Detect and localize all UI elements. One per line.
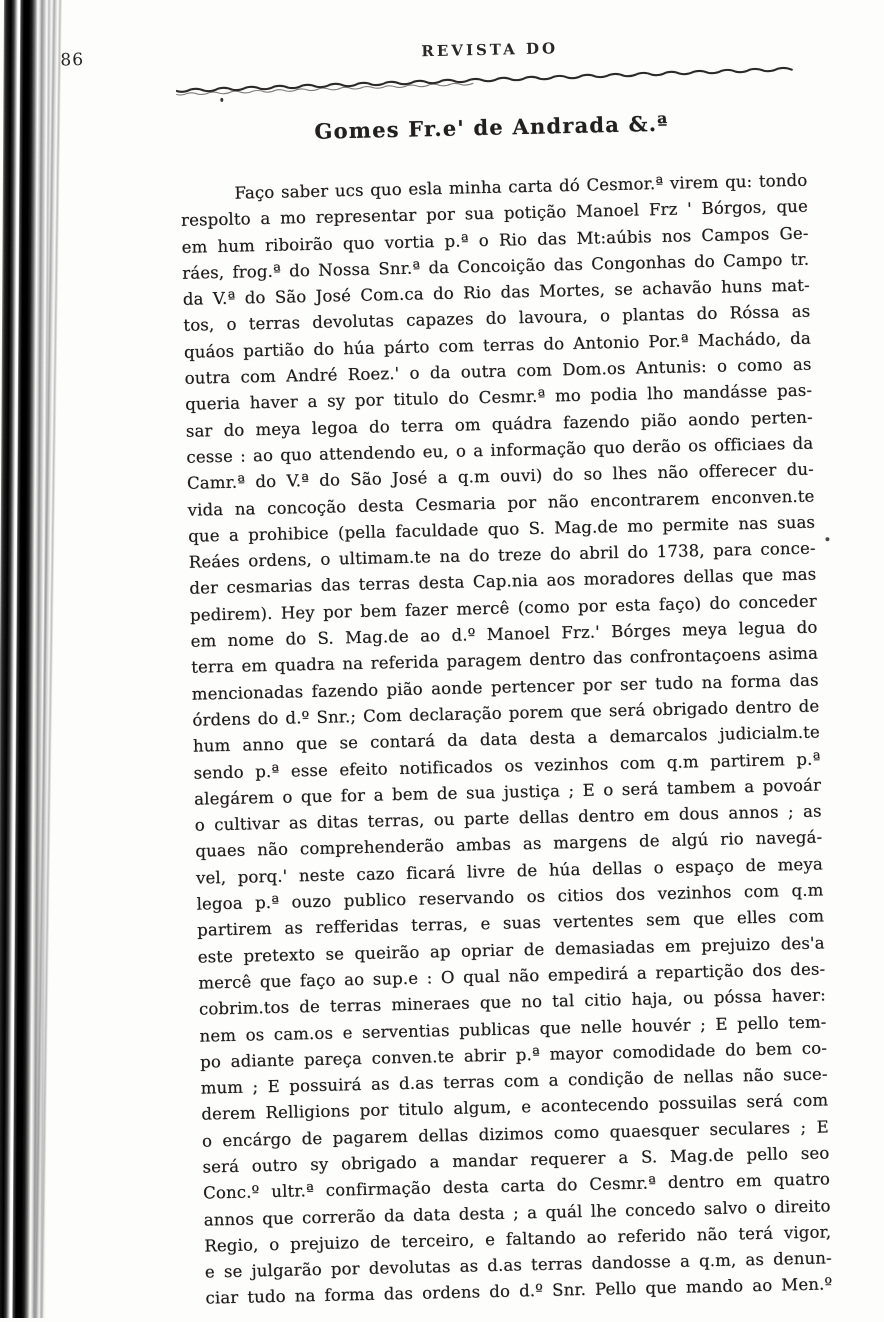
body-text-line: ráes, frog.ª do Nossa Snr.ª da Concoição das Congonhas do Campo tr.	[182, 249, 810, 283]
body-text-line: em hum riboirão quo vortia p.ª o Rio das Mt:aúbis nos Campos Ge-	[181, 223, 809, 257]
body-text-line: der cesmarias das terras desta Cap.nia aos moradores dellas que mas	[189, 564, 817, 599]
body-text-line: ciar tudo na forma das ordens do d.º Snr. Pello que mando ao Men.º	[205, 1274, 833, 1308]
body-text-line: mercê que faço ao sup.e : O qual não empedirá a repartição dos des-	[198, 959, 826, 993]
running-header: REVISTA DO	[421, 39, 559, 61]
body-text-line: o encárgo de pagarem dellas dizimos como quaesquer seculares ; E	[201, 1117, 829, 1151]
body-text-line: mencionadas fazendo pião aonde pertencer por ser tudo na forma das	[191, 670, 819, 704]
body-text-line: será outro sy obrigado a mandar requerer a S. Mag.de pello seo	[202, 1143, 830, 1177]
body-text-line: sar do meya legoa do terra om quádra fazendo pião aondo perten-	[185, 407, 813, 441]
body-text-line: da V.ª do São José Com.ca do Rio das Mortes, se achavão huns mat-	[182, 275, 810, 309]
body-text-line: mum ; E possuirá as d.as terras com a condição de nellas não suce-	[200, 1064, 828, 1098]
body-text-line: quaes não comprehenderão ambas as margens de algú rio navegá-	[195, 827, 823, 862]
body-text-line: tos, o terras devolutas capazes do lavoura, o plantas do Róssa as	[183, 302, 811, 336]
body-text-line: respolto a mo representar por sua potição Manoel Frz ' Bórgos, que	[180, 196, 809, 231]
ink-speck	[220, 98, 223, 102]
body-text-line: cesse : ao quo attendendo eu, o a informação quo derão os officiaes da	[186, 433, 814, 467]
body-text-line: terra em quadra na referida paragem dentro das confrontaçoens asima	[190, 643, 819, 678]
body-text-line: hum anno que se contará da data desta a demarcalos judicialm.te	[192, 722, 821, 756]
body-text-line: Regio, o prejuizo de terceiro, e faltando ao referido não terá vigor,	[204, 1222, 832, 1256]
ink-speck	[825, 537, 829, 541]
body-text-line: que a prohibice (pella faculdade quo S. Mag.de mo permite nas suas	[187, 512, 816, 546]
body-text-line: legoa p.ª ouzo publico reservando os citios dos vezinhos com q.m	[196, 880, 824, 914]
header-rule-squiggle	[176, 64, 804, 98]
body-text-line: quáos partião do húa párto com terras do Antonio Por.ª Machádo, da	[183, 328, 812, 362]
document-title: Gomes Fr.e' de Andrada &.ª	[314, 110, 669, 144]
body-text-line: partirem as refferidas terras, e suas vertentes sem que elles com	[196, 906, 825, 940]
body-text-line: em nome do S. Mag.de ao d.º Manoel Frz.' Bórges meya legua do	[190, 617, 818, 651]
body-text-line: queria haver a sy por titulo do Cesmr.ª mo podia lho mandásse pas-	[185, 380, 813, 415]
body-text-line: Conc.º ultr.ª confirmação desta carta do Cesmr.ª dentro em quatro	[202, 1169, 831, 1203]
body-text-line: derem Relligions por titulo algum, e acontecendo possuilas será com	[201, 1090, 829, 1124]
body-text-line: o cultivar as ditas terras, ou parte dellas dentro em dous annos ; as	[194, 801, 822, 835]
body-text-line: cobrim.tos de terras mineraes que no tal citio haja, ou póssa haver:	[198, 985, 827, 1019]
body-text-line: Faço saber ucs quo esla minha carta dó Cesmor.ª virem qu: tondo	[234, 170, 808, 203]
body-text-line: órdens do d.º Snr.; Com declaração porem que será obrigado dentro de	[192, 696, 820, 730]
body-text-line: Reáes ordens, o ultimam.te na do treze do abril do 1738, para conce-	[188, 538, 816, 572]
body-text-line: e se julgarão por devolutas as d.as terras dandosse a q.m, as denun-	[204, 1248, 832, 1282]
body-text-line: po adiante pareça conven.te abrir p.ª mayor comodidade do bem co-	[199, 1038, 828, 1072]
body-text-line: vida na concoção desta Cesmaria por não encontrarem enconven.te	[187, 486, 815, 520]
body-text-line: outra com André Roez.' o da outra com Dom.os Antunis: o como as	[184, 354, 812, 388]
body-text-line: Camr.ª do V.ª do São José a q.m ouvi) do so lhes não offerecer du-	[186, 459, 815, 494]
page-number: 86	[60, 49, 85, 71]
body-text-line: alegárem o que for a bem de sua justiça ; E o será tambem a povoár	[193, 775, 822, 809]
body-paragraph	[180, 168, 832, 1313]
body-text-line: sendo p.ª esse efeito notificados os vezinhos com q.m partirem p.ª	[193, 748, 821, 783]
body-text-line: nem os cam.os e serventias publicas que nelle houvér ; E pello tem-	[199, 1011, 827, 1046]
body-text-line: este pretexto se queirão ap opriar de demasiadas em prejuizo des'a	[197, 933, 825, 967]
body-text-line: annos que correrão da data desta ; a quál lhe concedo salvo o direito	[203, 1195, 831, 1230]
body-text-line: pedirem). Hey por bem fazer mercê (como por esta faço) do conceder	[189, 591, 818, 625]
body-text-line: vel, porq.' neste cazo ficará livre de húa dellas o espaço de meya	[195, 854, 824, 888]
